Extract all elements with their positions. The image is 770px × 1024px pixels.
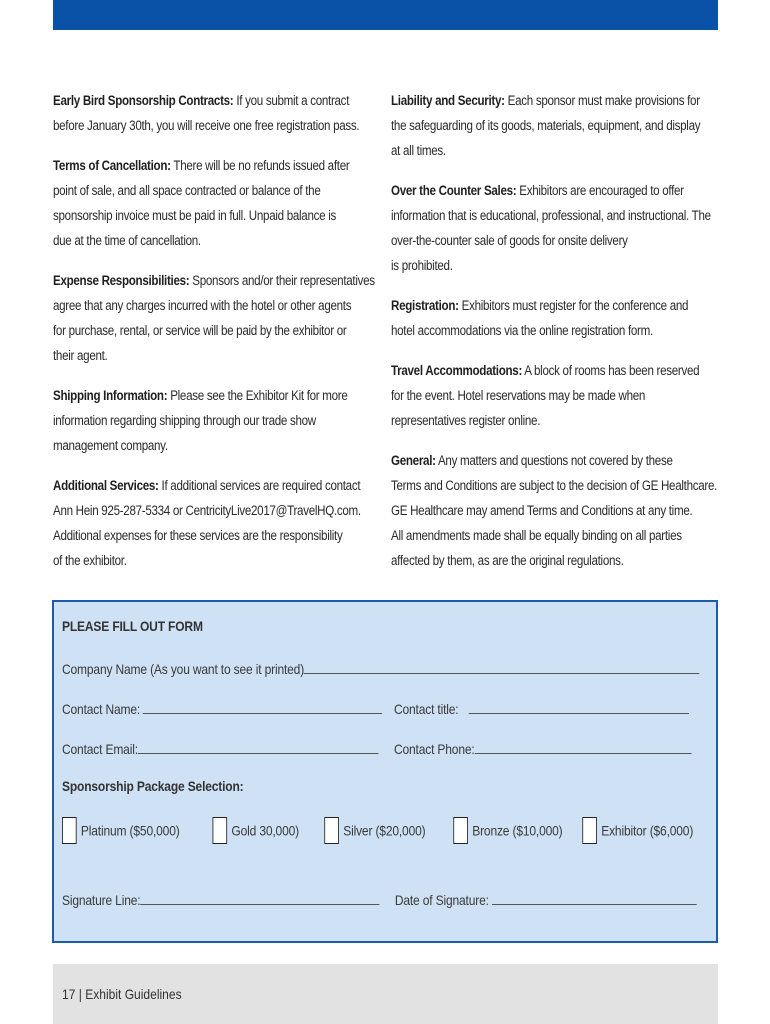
general-title: General:	[391, 453, 436, 468]
contact-email-row	[62, 738, 379, 757]
company-name-field[interactable]	[304, 658, 700, 674]
silver-checkbox[interactable]	[324, 817, 339, 844]
liability-section: Liability and Security: Each sponsor must make provisions for the safeguarding of its goods, materials, equipment, and display at all times.	[391, 93, 701, 158]
contact-email-label: Contact Email:	[62, 741, 138, 757]
early-bird-title: Early Bird Sponsorship Contracts:	[53, 93, 234, 108]
expense-title: Expense Responsibilities:	[53, 273, 190, 288]
over-counter-section: Over the Counter Sales: Exhibitors are encouraged to offer information that is educational, professional, and instructional. The over-the-counter sale of goods for onsite delivery is prohibited.	[391, 183, 711, 273]
registration-section: Registration: Exhibitors must register for the conference and hotel accommodations via the online registration form.	[391, 298, 689, 338]
company-name-label: Company Name (As you want to see it printed)	[62, 661, 305, 677]
shipping-title: Shipping Information:	[53, 388, 168, 403]
page-footer: 17 | Exhibit Guidelines	[62, 986, 182, 1002]
package-gold[interactable]: Gold 30,000)	[213, 817, 299, 844]
exhibitor-checkbox[interactable]	[582, 817, 597, 844]
additional-services-title: Additional Services:	[53, 478, 159, 493]
contact-phone-field[interactable]	[475, 738, 692, 754]
terms-right-column	[391, 88, 726, 588]
platinum-checkbox[interactable]	[62, 817, 77, 844]
liability-title: Liability and Security:	[391, 93, 505, 108]
travel-title: Travel Accommodations:	[391, 363, 523, 378]
contact-name-label: Contact Name:	[62, 701, 141, 717]
registration-title: Registration:	[391, 298, 459, 313]
top-banner	[53, 0, 718, 30]
contact-title-row	[394, 698, 689, 717]
date-row	[395, 889, 697, 908]
signature-field[interactable]	[140, 889, 379, 905]
package-platinum[interactable]: Platinum ($50,000)	[62, 817, 180, 844]
contact-title-label: Contact title:	[393, 701, 459, 717]
package-silver[interactable]: Silver ($20,000)	[324, 817, 425, 844]
general-section: General: Any matters and questions not covered by these Terms and Conditions are subject to the decision of GE Healthcare. GE Healthcare may amend Terms and Conditions at any time. All amendments made shall be equally binding on all parties affected by them, as are the original regulations.	[391, 453, 718, 568]
signature-row	[62, 889, 380, 908]
terms-left-column	[53, 88, 380, 588]
contact-phone-row	[394, 738, 691, 757]
shipping-section: Shipping Information: Please see the Exhibitor Kit for more information regarding shipping through our trade show management company.	[53, 388, 348, 453]
contact-name-row	[62, 698, 382, 717]
contact-phone-label: Contact Phone:	[393, 741, 475, 757]
date-label: Date of Signature:	[394, 892, 489, 908]
additional-services-section: Additional Services: If additional services are required contact Ann Hein 925-287-5334 or CentricityLive2017@TravelHQ.com. Additional expenses for these services are the responsibility of the exhibitor.	[53, 478, 361, 568]
signature-label: Signature Line:	[62, 892, 141, 908]
contact-title-field[interactable]	[469, 698, 689, 714]
company-name-row	[62, 658, 700, 677]
contact-email-field[interactable]	[138, 738, 379, 754]
package-selection-title: Sponsorship Package Selection:	[62, 778, 244, 794]
over-counter-title: Over the Counter Sales:	[391, 183, 517, 198]
date-field[interactable]	[492, 889, 697, 905]
form-title: PLEASE FILL OUT FORM	[62, 618, 203, 634]
gold-checkbox[interactable]	[213, 817, 228, 844]
bronze-checkbox[interactable]	[453, 817, 468, 844]
travel-section: Travel Accommodations: A block of rooms has been reserved for the event. Hotel reservations may be made when representatives register online.	[391, 363, 700, 428]
package-exhibitor[interactable]: Exhibitor ($6,000)	[582, 817, 693, 844]
cancellation-title: Terms of Cancellation:	[53, 158, 171, 173]
sponsorship-form	[52, 600, 718, 943]
early-bird-section: Early Bird Sponsorship Contracts: If you submit a contract before January 30th, you will receive one free registration pass.	[53, 93, 360, 133]
footer-bar	[53, 964, 718, 1024]
cancellation-section: Terms of Cancellation: There will be no refunds issued after point of sale, and all space contracted or balance of the sponsorship invoice must be paid in full. Unpaid balance is due at the time of cancellation.	[53, 158, 350, 248]
expense-section: Expense Responsibilities: Sponsors and/or their representatives agree that any charges incurred with the hotel or other agents for purchase, rental, or service will be paid by the exhibitor or their agent.	[53, 273, 375, 363]
package-options	[62, 817, 750, 849]
contact-name-field[interactable]	[143, 698, 382, 714]
package-bronze[interactable]: Bronze ($10,000)	[453, 817, 562, 844]
